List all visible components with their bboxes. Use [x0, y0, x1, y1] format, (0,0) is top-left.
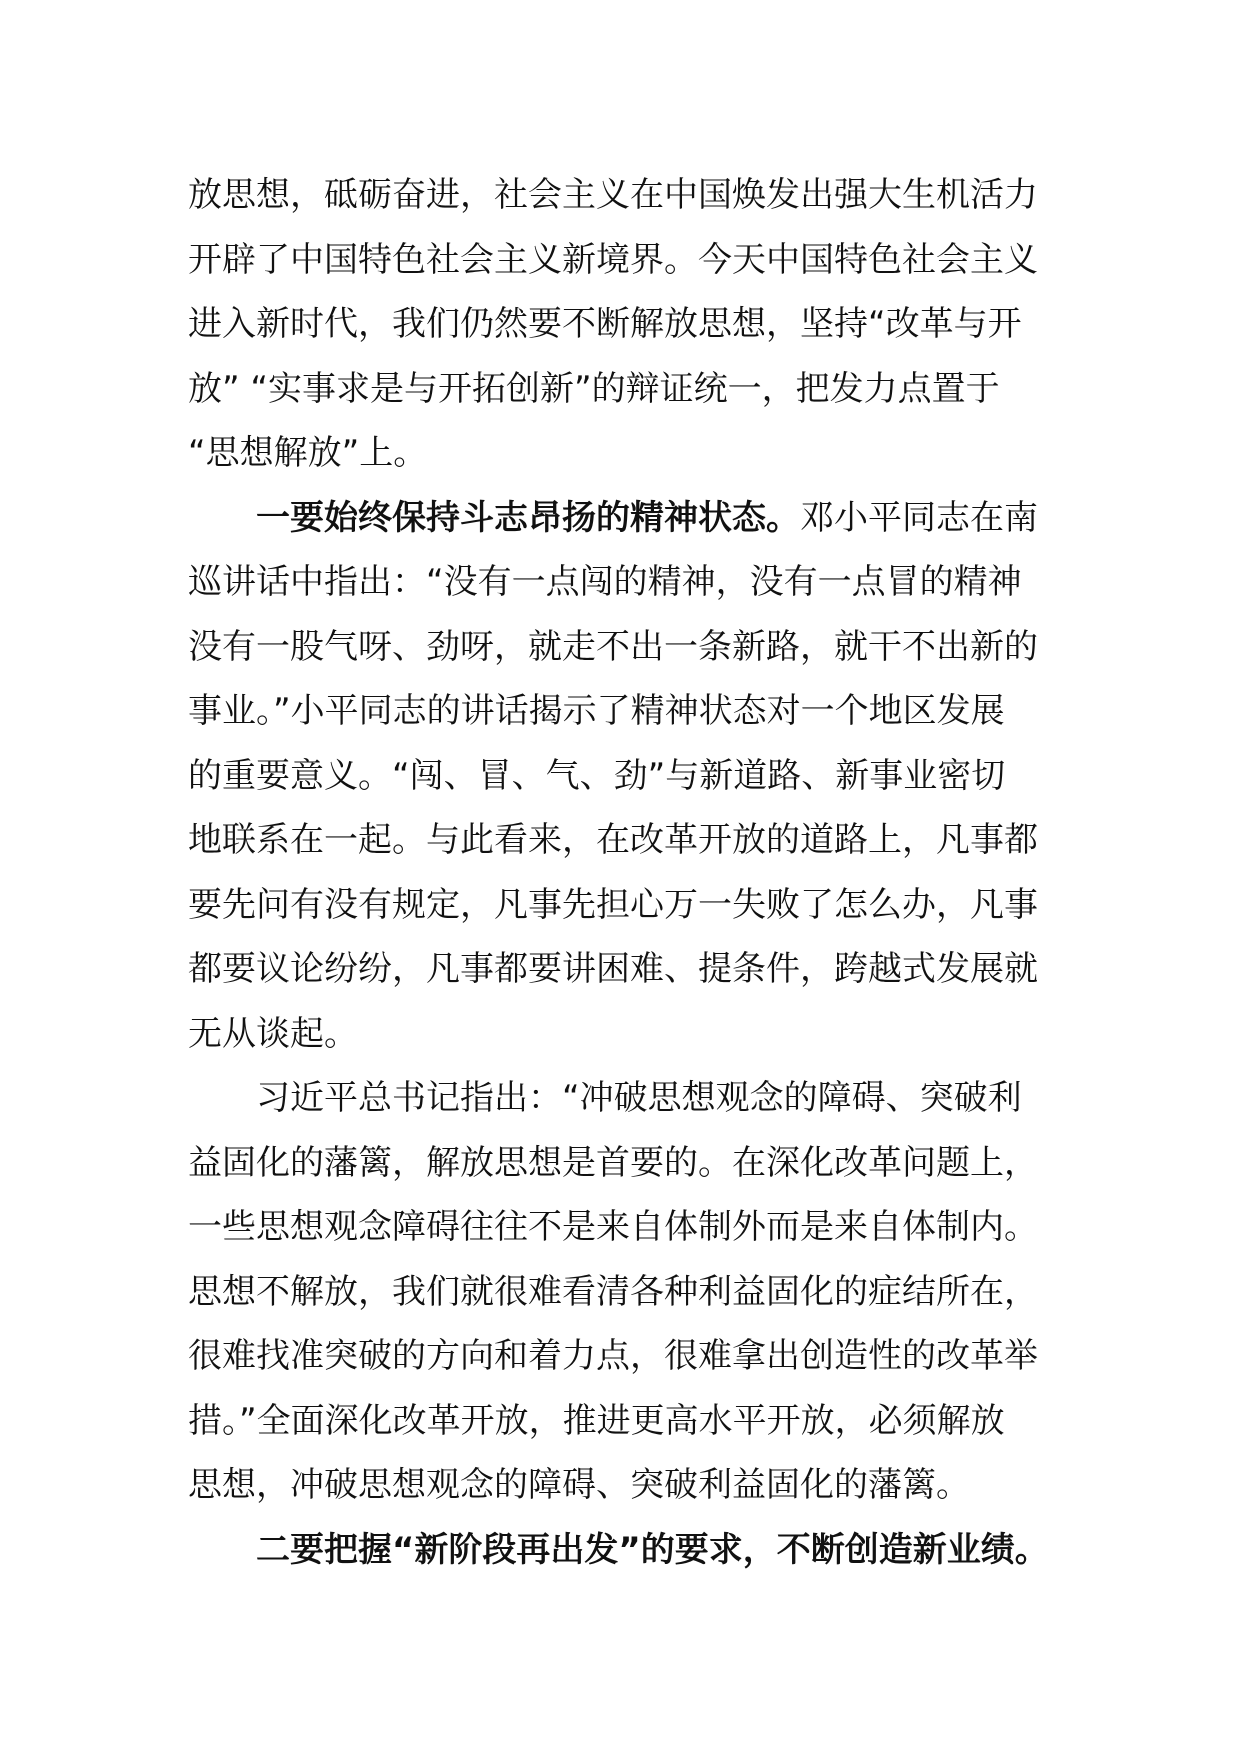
text-line: 的重要意义。“闯、冒、气、劲”与新道路、新事业密切 — [188, 755, 1006, 796]
text-line: 无从谈起。 — [188, 1013, 358, 1054]
body-text — [188, 163, 1068, 1582]
text-line: 要先问有没有规定，凡事先担心万一失败了怎么办，凡事 — [188, 884, 1038, 925]
paragraph-lead-rest: 邓小平同志在南 — [800, 497, 1038, 538]
text-line: 事业。”小平同志的讲话揭示了精神状态对一个地区发展 — [188, 691, 1005, 731]
paragraph-lead-heading: 一要始终保持斗志昂扬的精神状态。 — [256, 497, 800, 538]
text-line: 没有一股气呀、劲呀，就走不出一条新路，就干不出新的 — [188, 626, 1038, 667]
text-line: 一些思想观念障碍往往不是来自体制外而是来自体制内。 — [188, 1207, 1038, 1247]
text-line: “思想解放”上。 — [188, 433, 428, 473]
section-heading: 二要把握“新阶段再出发”的要求，不断创造新业绩。 — [256, 1529, 1049, 1570]
text-line: 措。”全面深化改革开放，推进更高水平开放，必须解放 — [188, 1400, 1005, 1441]
text-line: 地联系在一起。与此看来，在改革开放的道路上，凡事都 — [188, 820, 1038, 860]
text-line: 习近平总书记指出：“冲破思想观念的障碍、突破利 — [256, 1078, 1022, 1118]
text-line: 放” “实事求是与开拓创新”的辩证统一，把发力点置于 — [188, 368, 1000, 409]
text-line: 都要议论纷纷，凡事都要讲困难、提条件，跨越式发展就 — [188, 949, 1038, 989]
paragraph-4 — [188, 1518, 1068, 1583]
text-line: 思想不解放，我们就很难看清各种利益固化的症结所在， — [188, 1271, 1038, 1312]
text-line: 很难找准突破的方向和着力点，很难拿出创造性的改革举 — [188, 1336, 1038, 1376]
text-line: 放思想，砥砺奋进，社会主义在中国焕发出强大生机活力 — [188, 175, 1038, 215]
text-line — [188, 486, 1068, 551]
text-line: 益固化的藩篱，解放思想是首要的。在深化改革问题上， — [188, 1142, 1038, 1183]
text-line: 巡讲话中指出：“没有一点闯的精神，没有一点冒的精神 — [188, 562, 1022, 602]
paragraph-3 — [188, 1066, 1068, 1518]
paragraph-2 — [188, 486, 1068, 1067]
paragraph-1 — [188, 163, 1068, 486]
text-line: 开辟了中国特色社会主义新境界。今天中国特色社会主义 — [188, 239, 1038, 280]
text-line: 思想，冲破思想观念的障碍、突破利益固化的藩篱。 — [188, 1465, 970, 1505]
text-line: 进入新时代，我们仍然要不断解放思想，坚持“改革与开 — [188, 304, 1022, 344]
